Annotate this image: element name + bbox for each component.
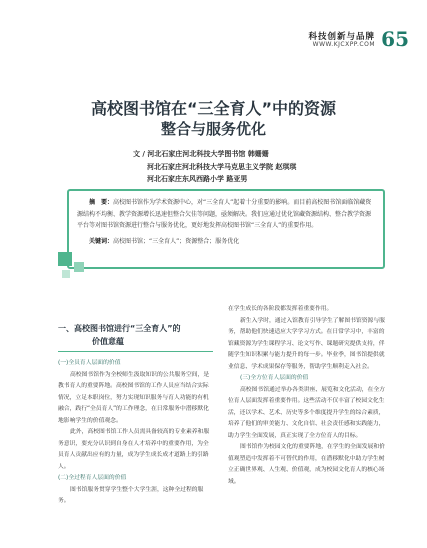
paragraph: 高校图书馆作为全校师生汲取知识的公共服务空间，是教书育人的重要阵地。高校图书馆的工作人员应当结合实际情况，立足本职岗位，努力实现知识服务与育人功能的有机融合，践行“全员育人”的工作理念，在日常服务中潜移默化地影响学生的价值观念。 xyxy=(58,371,210,424)
section-divider xyxy=(58,351,213,352)
section-heading-line1: 一、高校图书馆进行“三全育人”的 xyxy=(58,324,181,333)
article-title-line2: 整合与服务优化 xyxy=(160,120,266,138)
magazine-url: WWW.KJCXPP.COM xyxy=(312,41,375,48)
abstract-text xyxy=(77,197,375,232)
paragraph: 高校图书馆通过举办各类讲座、展览和文化活动，在全方位育人层面发挥着重要作用。这些活动不仅丰富了校园文化生活，还以学术、艺术、历史等多个维度提升学生的综合素质，培养了他们的审美能力、文化自信、社会责任感和实践能力，助力学生全面发展，真正实现了全方位育人的目标。 xyxy=(228,386,385,439)
paragraph: 图书馆服务贯穿学生整个大学生涯，这种全过程的服务。 xyxy=(58,486,204,504)
section-heading-line2: 价值意蕴 xyxy=(92,337,124,346)
paragraph: 新生入学时，通过入馆教育引导学生了解图书馆资源与服务，帮助他们快速适应大学学习方式。在日常学习中，丰富的馆藏资源为学生课程学习、论文写作、课题研究提供支持，伴随学生知识积累与能力提升的每一步。毕业季，图书馆提供就业信息、学术成果保存等服务，帮助学生顺利走入社会。 xyxy=(228,317,385,370)
left-column xyxy=(58,322,213,508)
section-heading xyxy=(58,322,213,348)
keywords-value: 高校图书馆；“三全育人”；资源整合；服务优化 xyxy=(113,237,240,245)
abstract-box xyxy=(67,189,385,269)
author-line: 河北石家庄河北科技大学马克思主义学院 赵琪琪 xyxy=(147,162,297,171)
decorative-corner-icon xyxy=(58,252,106,280)
page-header xyxy=(0,0,427,50)
subheading: (三)全方位育人层面的价值 xyxy=(240,375,309,381)
abstract-label: 摘 要： xyxy=(89,199,114,206)
author-block xyxy=(133,148,296,186)
right-column xyxy=(228,304,390,488)
magazine-name: 科技创新与品牌 xyxy=(308,32,375,42)
subheading: (一)全员育人层面的价值 xyxy=(58,360,121,366)
subheading: (二)全过程育人层面的价值 xyxy=(58,475,127,481)
abstract-body: 高校图书馆作为学术资源中心，对“三全育人”起着十分重要的影响。而目前高校图书馆面临馆藏资源结构不均衡、教学资源增长迅速但整合欠佳等问题，亟须解决。我们应通过优化馆藏资源结构、整合教学资源平台等对图书馆资源进行整合与服务优化，更好地发挥高校图书馆“三全育人”的重要作用。 xyxy=(77,199,372,229)
paragraph: 图书馆作为校园文化的重要阵地，在学生的全面发展和价值观塑造中发挥着不可替代的作用，在潜移默化中助力学生树立正确世界观、人生观、价值观，成为校园文化育人的核心场域。 xyxy=(228,444,385,485)
author-line: 河北石家庄东风西路小学 路亚男 xyxy=(147,175,248,183)
article-title-line1: 高校图书馆在“三全育人”中的资源 xyxy=(90,99,337,118)
keywords-label: 关键词： xyxy=(89,237,114,245)
author-line: 文 / 河北石家庄河北科技大学图书馆 韩姗姗 xyxy=(133,150,269,158)
paragraph: 此外，高校图书馆工作人员需具备较高的专业素养和服务意识，要充分认识到自身在人才培养中的重要作用，为全员育人贡献出应有的力量，成为学生成长成才道路上的引路人。 xyxy=(58,429,210,470)
paragraph: 在学生成长的各阶段都发挥着重要作用。 xyxy=(228,306,333,312)
keywords xyxy=(77,236,375,245)
page-number: 65 xyxy=(381,27,409,51)
